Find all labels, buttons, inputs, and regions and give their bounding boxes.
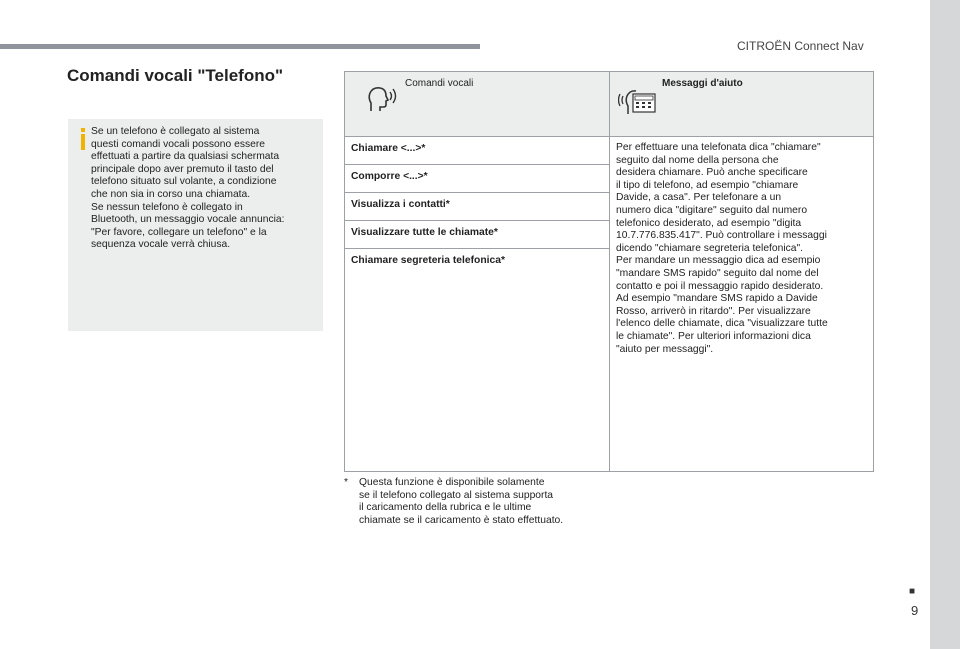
footnote-text: Questa funzione è disponibile solamente se il telefono collegato al sistema supporta il caricamento della rubrica e le ultime chiamate se il caricamento è stato effettuato. <box>359 477 564 526</box>
page-side-tab <box>930 0 960 649</box>
table-header-commands <box>345 72 610 137</box>
command-cell: Comporre <...>* <box>345 165 610 193</box>
command-cell: Chiamare <...>* <box>345 137 610 165</box>
info-text: Se un telefono è collegato al sistema questi comandi vocali possono essere effettuati a partire da qualsiasi schermata principale dopo aver premuto il tasto del telefono situato sul volante, a condizione che non sia in corso una chiamata. Se nessun telefono è collegato in Bluetooth, un messaggio vocale annuncia: "Per favore, collegare un telefono" e la sequenza vocale verrà chiusa. <box>91 126 285 251</box>
command-cell: Visualizza i contatti* <box>345 193 610 221</box>
voice-help-icon <box>618 86 658 116</box>
footnote-marker: * <box>344 477 349 488</box>
command-cell: Visualizzare tutte le chiamate* <box>345 221 610 249</box>
help-text-cell: Per effettuare una telefonata dica "chiamare" seguito dal nome della persona che desidera chiamare. Può anche specificare il tipo di telefono, ad esempio "chiamare Davide, a casa". Per telefonare a un numero dica "digitare" seguito dal numero telefonico desiderato, ad esempio "digita 10.7.776.835.417". Può controllare i messaggi dicendo "chiamare segreteria telefonica". Per mandare un messaggio dica ad esempio "mandare SMS rapido" seguito dal nome del contatto e poi il messaggio rapido desiderato. Ad esempio "mandare SMS rapido a Davide Rosso, arriverò in ritardo". Per visualizzare l'elenco delle chiamate, dica "visualizzare tutte le chiamate". Per ulteriori informazioni dica "aiuto per messaggi". <box>610 137 874 472</box>
info-box <box>68 119 323 331</box>
page-title: Comandi vocali "Telefono" <box>67 66 284 85</box>
header-bar <box>0 44 480 49</box>
header-commands-label: Comandi vocali <box>405 78 474 89</box>
command-cell: Chiamare segreteria telefonica* <box>345 249 610 472</box>
voice-commands-table <box>344 71 874 472</box>
table-header-help <box>610 72 874 137</box>
voice-command-icon <box>367 86 397 112</box>
brand-label: CITROËN Connect Nav <box>737 39 864 53</box>
header-help-label: Messaggi d'aiuto <box>662 78 743 89</box>
continue-marker: ■ <box>909 586 916 597</box>
info-icon <box>78 128 88 150</box>
page-number: 9 <box>911 603 919 618</box>
